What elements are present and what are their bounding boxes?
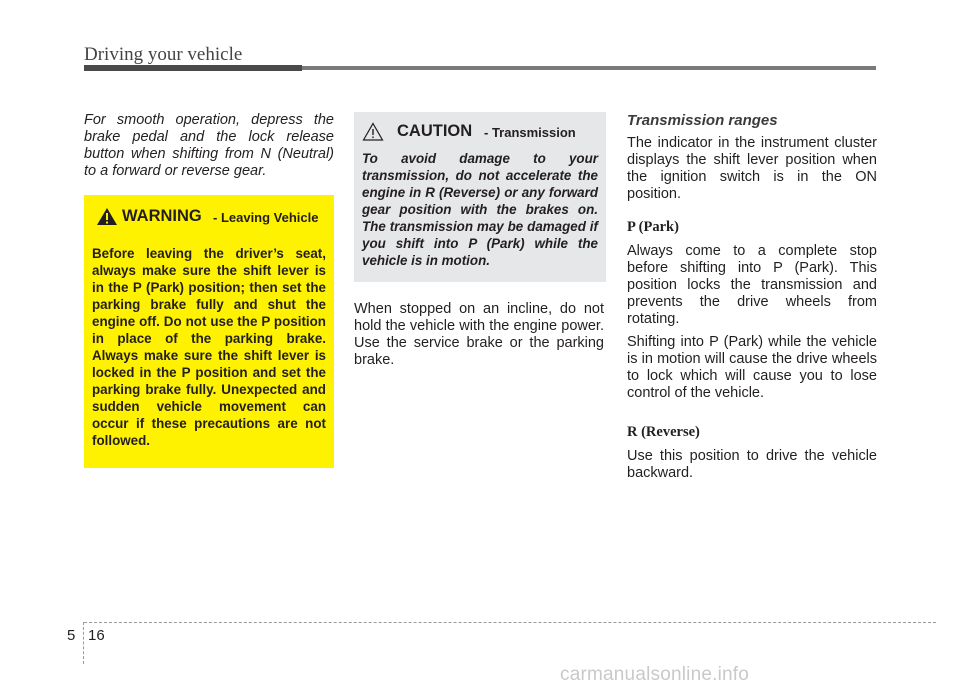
header-rule-accent	[84, 65, 302, 71]
intro-paragraph: For smooth operation, depress the brake pedal and the lock release button when shifting from N (Neutral) to a forward or reverse gear.	[84, 112, 334, 179]
caution-subtitle: - Transmission	[484, 125, 576, 140]
warning-subtitle: - Leaving Vehicle	[213, 210, 319, 225]
incline-paragraph: When stopped on an incline, do not hold the vehicle with the engine power. Use the service brake or the parking brake.	[354, 301, 604, 368]
ranges-intro: The indicator in the instrument cluster displays the shift lever position when the ignition switch is in the ON position.	[627, 135, 877, 202]
caution-box	[354, 112, 606, 282]
park-paragraph-1: Always come to a complete stop before shifting into P (Park). This position locks the transmission and prevents the drive wheels from rotating.	[627, 243, 877, 327]
warning-text: Before leaving the driver’s seat, always make sure the shift lever is in the P (Park) position; then set the parking brake fully and shut the engine off. Do not use the P position in place of the parking brake. Always make sure the shift lever is locked in the P position and set the parking brake fully. Unexpected and sudden vehicle movement can occur if these precautions are not followed.	[92, 246, 326, 448]
caution-triangle-icon	[362, 122, 384, 141]
caution-text: To avoid damage to your transmission, do not accelerate the engine in R (Reverse) or any forward gear position with the brakes on. The transmission may be damaged if you shift into P (Park) while the vehicle is in motion.	[362, 151, 598, 268]
watermark: carmanualsonline.info	[560, 664, 750, 685]
caution-label: CAUTION	[397, 122, 473, 140]
caution-header	[362, 120, 598, 150]
reverse-paragraph: Use this position to drive the vehicle backward.	[627, 448, 877, 481]
warning-triangle-icon	[96, 207, 118, 226]
park-paragraph-2: Shifting into P (Park) while the vehicle is in motion will cause the drive wheels to lock which will cause you to lose control of the vehicle.	[627, 334, 877, 401]
reverse-heading: R (Reverse)	[627, 424, 700, 440]
warning-header	[92, 205, 326, 245]
park-heading: P (Park)	[627, 219, 679, 235]
footer-divider	[83, 622, 84, 664]
warning-label: WARNING	[122, 207, 202, 225]
page-number: 16	[88, 627, 105, 644]
section-title: Transmission ranges	[627, 112, 778, 129]
header-rule	[84, 66, 876, 70]
warning-box	[84, 195, 334, 468]
chapter-number: 5	[67, 627, 76, 644]
transmission-ranges-section	[627, 112, 877, 488]
page-header-title: Driving your vehicle	[84, 44, 243, 65]
footer-rule	[84, 622, 936, 623]
